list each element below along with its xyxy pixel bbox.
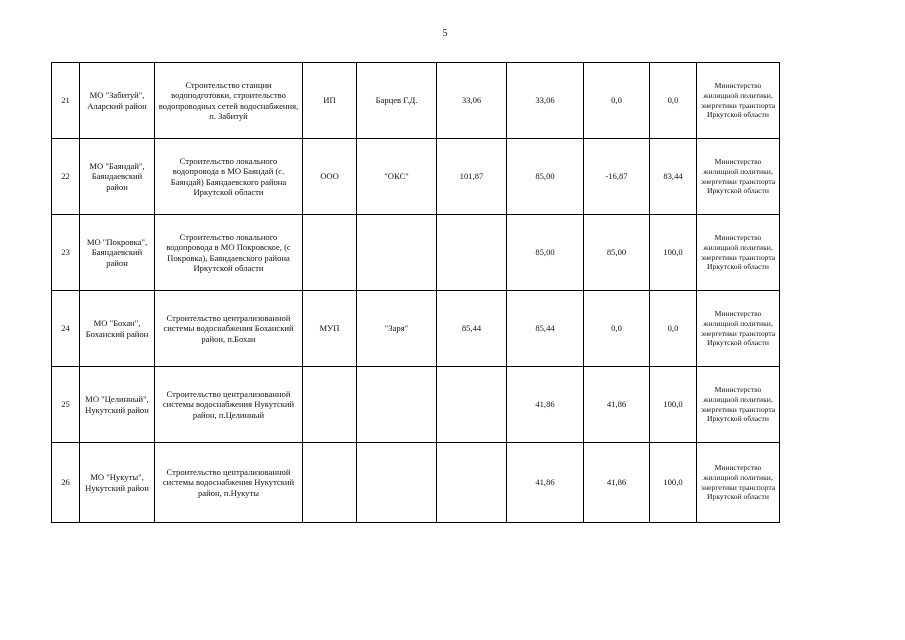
org-form-cell xyxy=(303,443,357,523)
responsible-cell: Министерство жилищной политики, энергетики транспорта Иркутской области xyxy=(697,443,780,523)
row-number: 24 xyxy=(52,291,80,367)
org-form-cell xyxy=(303,215,357,291)
row-number: 21 xyxy=(52,63,80,139)
value-3-cell: 41,86 xyxy=(584,443,650,523)
responsible-cell: Министерство жилищной политики, энергетики транспорта Иркутской области xyxy=(697,291,780,367)
municipality-cell: МО "Баяндай", Баяндаевский район xyxy=(80,139,155,215)
municipality-cell: МО "Целинный", Нукутский район xyxy=(80,367,155,443)
page-number: 5 xyxy=(442,28,448,39)
row-number: 25 xyxy=(52,367,80,443)
table-row xyxy=(52,443,780,523)
value-1-cell: 101,87 xyxy=(437,139,507,215)
org-form-cell xyxy=(303,367,357,443)
table-row xyxy=(52,63,780,139)
municipality-cell: МО "Бохан", Боханский район xyxy=(80,291,155,367)
value-4-cell: 100,0 xyxy=(650,367,697,443)
project-cell: Строительство локального водопровода в МО Баяндай (с. Баяндай) Баяндаевского района Иркутской области xyxy=(155,139,303,215)
value-1-cell: 33,06 xyxy=(437,63,507,139)
contractor-cell xyxy=(357,367,437,443)
project-cell: Строительство централизованной системы водоснабжения Нукутский район, п.Целинный xyxy=(155,367,303,443)
value-2-cell: 85,00 xyxy=(507,139,584,215)
value-4-cell: 0,0 xyxy=(650,63,697,139)
responsible-cell: Министерство жилищной политики, энергетики транспорта Иркутской области xyxy=(697,367,780,443)
row-number: 23 xyxy=(52,215,80,291)
value-3-cell: -16,87 xyxy=(584,139,650,215)
projects-table xyxy=(51,62,780,523)
municipality-cell: МО "Нукуты", Нукутский район xyxy=(80,443,155,523)
value-2-cell: 33,06 xyxy=(507,63,584,139)
value-1-cell xyxy=(437,215,507,291)
project-cell: Строительство локального водопровода в МО Покровское, (с Покровка), Баяндаевского района Иркутской области xyxy=(155,215,303,291)
table-row xyxy=(52,291,780,367)
value-1-cell: 85,44 xyxy=(437,291,507,367)
value-2-cell: 41,86 xyxy=(507,443,584,523)
value-4-cell: 0,0 xyxy=(650,291,697,367)
table-row xyxy=(52,139,780,215)
responsible-cell: Министерство жилищной политики, энергетики транспорта Иркутской области xyxy=(697,63,780,139)
contractor-cell xyxy=(357,215,437,291)
responsible-cell: Министерство жилищной политики, энергетики транспорта Иркутской области xyxy=(697,139,780,215)
value-4-cell: 100,0 xyxy=(650,215,697,291)
contractor-cell: "ОКС" xyxy=(357,139,437,215)
value-2-cell: 85,00 xyxy=(507,215,584,291)
org-form-cell: ИП xyxy=(303,63,357,139)
project-cell: Строительство централизованной системы водоснабжения Нукутский район, п.Нукуты xyxy=(155,443,303,523)
value-3-cell: 0,0 xyxy=(584,291,650,367)
project-cell: Строительство централизованной системы водоснабжения Боханский район, п.Бохан xyxy=(155,291,303,367)
value-3-cell: 41,86 xyxy=(584,367,650,443)
contractor-cell xyxy=(357,443,437,523)
value-1-cell xyxy=(437,367,507,443)
contractor-cell: "Заря" xyxy=(357,291,437,367)
table-row xyxy=(52,215,780,291)
org-form-cell: ООО xyxy=(303,139,357,215)
contractor-cell: Барцев Г.Д. xyxy=(357,63,437,139)
table-row xyxy=(52,367,780,443)
value-2-cell: 41,86 xyxy=(507,367,584,443)
value-1-cell xyxy=(437,443,507,523)
value-2-cell: 85,44 xyxy=(507,291,584,367)
municipality-cell: МО "Забитуй", Аларский район xyxy=(80,63,155,139)
row-number: 22 xyxy=(52,139,80,215)
responsible-cell: Министерство жилищной политики, энергетики транспорта Иркутской области xyxy=(697,215,780,291)
project-cell: Строительство станции водоподготовки, строительство водопроводных сетей водоснабжения, п. Забитуй xyxy=(155,63,303,139)
municipality-cell: МО "Покровка", Баяндаевский район xyxy=(80,215,155,291)
row-number: 26 xyxy=(52,443,80,523)
value-3-cell: 0,0 xyxy=(584,63,650,139)
value-4-cell: 83,44 xyxy=(650,139,697,215)
org-form-cell: МУП xyxy=(303,291,357,367)
value-4-cell: 100,0 xyxy=(650,443,697,523)
value-3-cell: 85,00 xyxy=(584,215,650,291)
